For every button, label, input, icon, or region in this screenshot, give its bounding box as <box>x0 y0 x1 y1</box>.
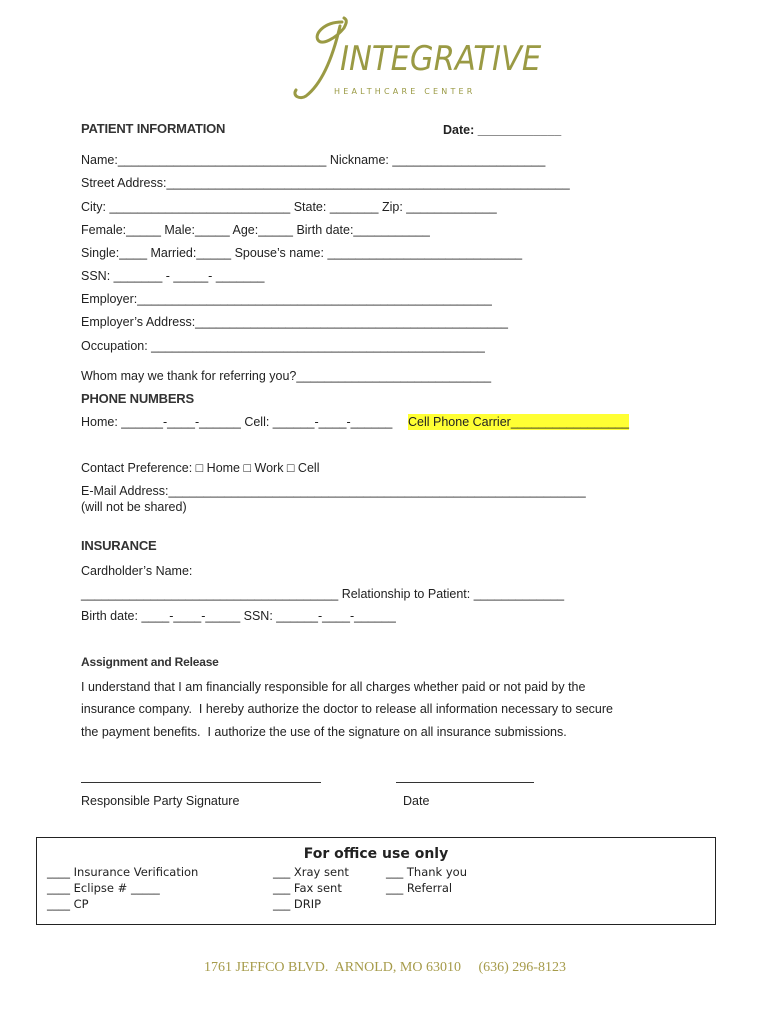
email-note: (will not be shared) <box>81 500 187 514</box>
office-use-box <box>36 837 716 925</box>
signature-label: Responsible Party Signature <box>81 794 240 808</box>
office-item[interactable]: ____ CP <box>47 897 89 911</box>
office-item[interactable]: ___ Referral <box>386 881 453 895</box>
contact-preference[interactable]: Contact Preference: □ Home □ Work □ Cell <box>81 461 320 475</box>
relationship-field[interactable]: _____________________________________ Relationship to Patient: _____________ <box>81 587 565 601</box>
assignment-text-2: insurance company. I hereby authorize the doctor to release all information necessary to secure <box>81 702 613 716</box>
marital-status-field[interactable]: Single:____ Married:_____ Spouse’s name: ____________________________ <box>81 246 523 260</box>
insurance-heading: INSURANCE <box>81 538 157 553</box>
email-field[interactable]: E-Mail Address:____________________________________________________________ <box>81 484 586 498</box>
assignment-text-3: the payment benefits. I authorize the use of the signature on all insurance submissions. <box>81 725 567 739</box>
footer-address: 1761 JEFFCO BLVD. ARNOLD, MO 63010 (636) 296-8123 <box>204 960 566 975</box>
assignment-heading: Assignment and Release <box>81 655 219 669</box>
occupation-field[interactable]: Occupation: ________________________________________________ <box>81 339 485 353</box>
office-item[interactable]: ___ Xray sent <box>273 865 349 879</box>
logo-subtext: HEALTHCARE CENTER <box>334 87 476 96</box>
patient-information-heading: PATIENT INFORMATION <box>81 121 226 136</box>
signature-date-label: Date <box>403 794 430 808</box>
phone-numbers-field[interactable]: Home: ______-____-______ Cell: ______-____-______ <box>81 415 393 429</box>
name-field[interactable]: Name:______________________________ Nickname: ______________________ <box>81 153 546 167</box>
cell-carrier-field[interactable]: Cell Phone Carrier_________________ <box>408 415 630 429</box>
office-item[interactable]: ____ Eclipse # _____ <box>47 881 160 895</box>
office-item[interactable]: ___ Fax sent <box>273 881 342 895</box>
assignment-text-1: I understand that I am financially responsible for all charges whether paid or not paid by the <box>81 680 586 694</box>
cardholder-name-label: Cardholder’s Name: <box>81 564 193 578</box>
gender-age-birthdate-field[interactable]: Female:_____ Male:_____ Age:_____ Birth date:___________ <box>81 223 430 237</box>
city-state-zip-field[interactable]: City: __________________________ State: _______ Zip: _____________ <box>81 200 497 214</box>
office-item[interactable]: ___ Thank you <box>386 865 467 879</box>
ssn-field[interactable]: SSN: _______ - _____- _______ <box>81 269 265 283</box>
office-item[interactable]: ___ DRIP <box>273 897 322 911</box>
date-field[interactable]: Date: ____________ <box>443 123 562 137</box>
employer-field[interactable]: Employer:___________________________________________________ <box>81 292 492 306</box>
referral-field[interactable]: Whom may we thank for referring you?____________________________ <box>81 369 492 383</box>
employer-address-field[interactable]: Employer’s Address:_____________________________________________ <box>81 315 509 329</box>
insurance-birth-ssn-field[interactable]: Birth date: ____-____-_____ SSN: ______-____-______ <box>81 609 396 623</box>
office-use-title: For office use only <box>303 846 449 862</box>
signature-line[interactable] <box>81 782 321 783</box>
phone-numbers-heading: PHONE NUMBERS <box>81 391 194 406</box>
logo-text: INTEGRATIVE <box>340 39 542 79</box>
office-item[interactable]: ____ Insurance Verification <box>47 865 199 879</box>
integrative-logo <box>284 12 542 102</box>
signature-date-line[interactable] <box>396 782 534 783</box>
street-address-field[interactable]: Street Address:__________________________________________________________ <box>81 176 570 190</box>
